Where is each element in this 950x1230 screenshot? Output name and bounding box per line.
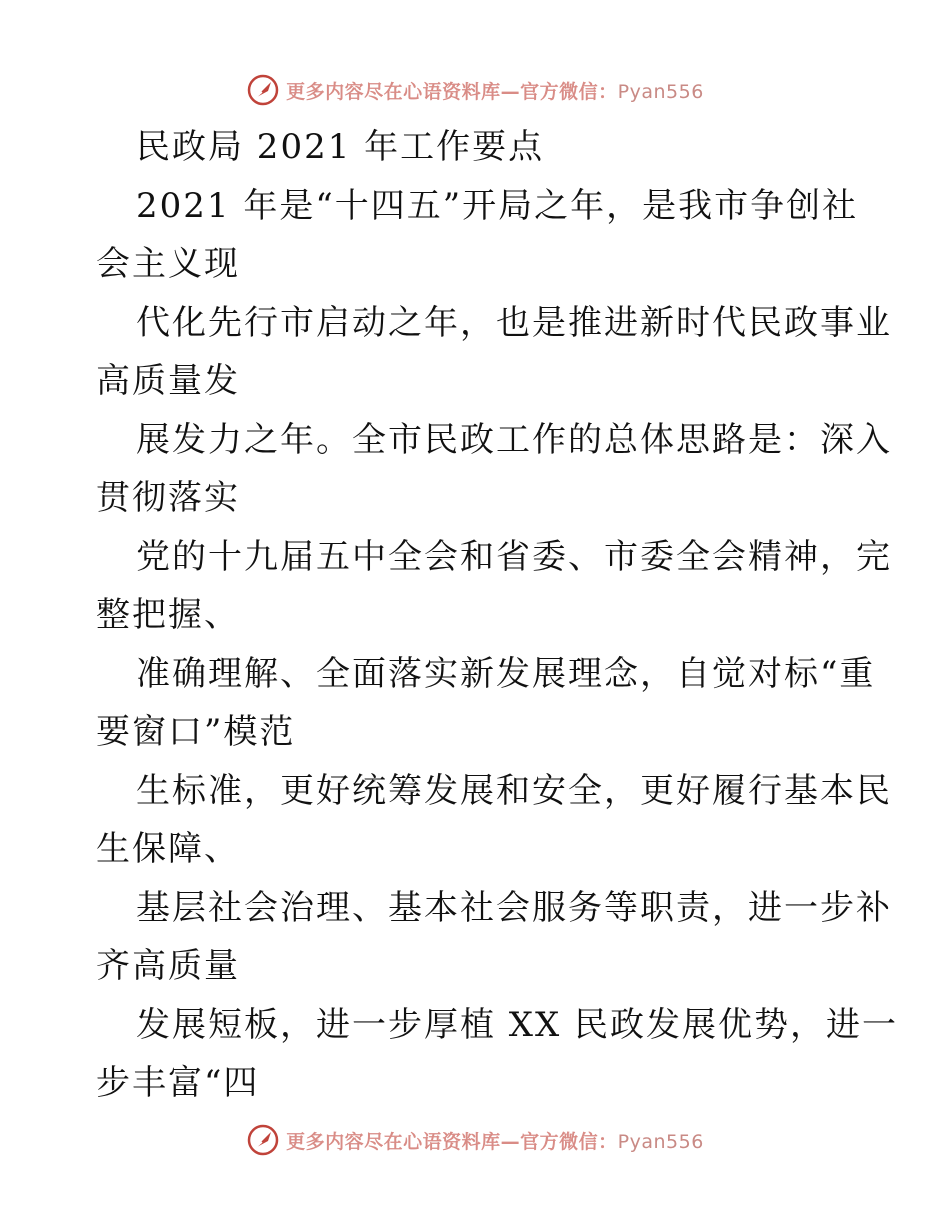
paragraph-line: 会主义现 bbox=[96, 244, 240, 284]
paragraph-line: 2021 年是“十四五”开局之年，是我市争创社 bbox=[136, 185, 859, 226]
header-watermark bbox=[0, 70, 950, 110]
paragraph-line: 生保障、 bbox=[96, 829, 240, 869]
footer-watermark bbox=[0, 1120, 950, 1160]
paragraph-line: 生标准，更好统筹发展和安全，更好履行基本民 bbox=[136, 770, 892, 811]
paragraph-line: 党的十九届五中全会和省委、市委全会精神，完 bbox=[136, 536, 892, 577]
paragraph-line: 高质量发 bbox=[96, 361, 240, 401]
paragraph-line: 要窗口”模范 bbox=[96, 712, 296, 752]
paragraph-line: 发展短板，进一步厚植 XX 民政发展优势，进一 bbox=[136, 1004, 899, 1045]
paragraph-line: 整把握、 bbox=[96, 595, 240, 635]
watermark-text: 更多内容尽在心语资料库—官方微信：Pyan556 bbox=[286, 1130, 704, 1153]
paragraph-line: 步丰富“四 bbox=[96, 1063, 260, 1103]
paragraph-line: 代化先行市启动之年，也是推进新时代民政事业 bbox=[136, 302, 892, 343]
paragraph-line: 贯彻落实 bbox=[96, 478, 240, 518]
paragraph-line: 齐高质量 bbox=[96, 946, 240, 986]
paragraph-line: 展发力之年。全市民政工作的总体思路是：深入 bbox=[136, 419, 892, 460]
quill-pen-icon bbox=[246, 1123, 280, 1157]
paragraph-line: 基层社会治理、基本社会服务等职责，进一步补 bbox=[136, 887, 892, 928]
document-title: 民政局 2021 年工作要点 bbox=[136, 127, 545, 167]
document-body bbox=[96, 118, 899, 1113]
paragraph-line: 准确理解、全面落实新发展理念，自觉对标“重 bbox=[136, 653, 876, 694]
watermark-text: 更多内容尽在心语资料库—官方微信：Pyan556 bbox=[286, 80, 704, 103]
quill-pen-icon bbox=[246, 73, 280, 107]
